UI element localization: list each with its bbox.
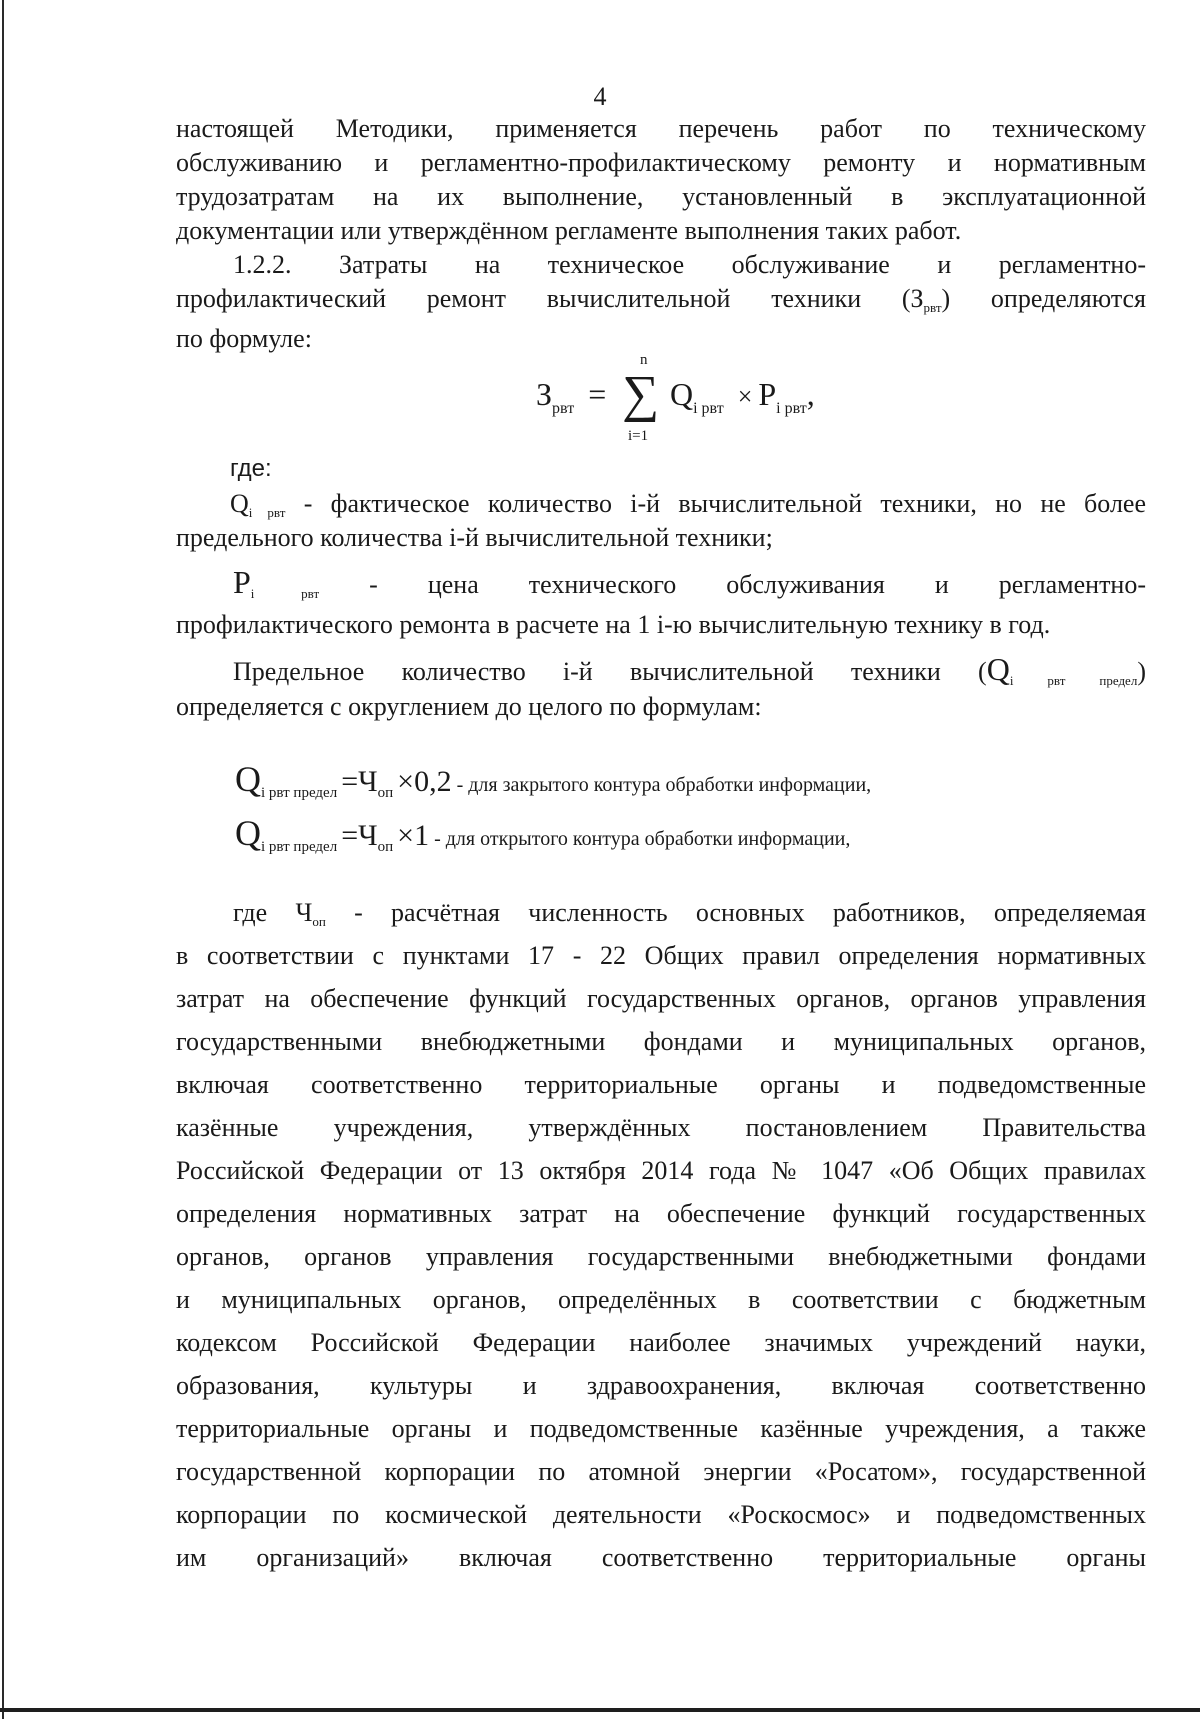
section-heading-line: 1.2.2. Затраты на техническое обслуживание и регламентно- [233,250,1146,279]
text-fragment: ) определяются [941,284,1147,313]
text-line: государственной корпорации по атомной энергии «Росатом», государственной [176,1457,1146,1486]
text-line: Российской Федерации от 13 октября 2014 года № 1047 «Об Общих правилах [176,1156,1146,1185]
subscript: i рвт [776,400,807,417]
text-fragment: - цена технического обслуживания и регламентно- [319,570,1147,599]
text-line: государственными внебюджетными фондами и муниципальных органов, [176,1027,1146,1056]
text-line: определения нормативных затрат на обеспечение функций государственных [176,1199,1146,1228]
text-line [233,896,1146,939]
text-fragment: Предельное количество i-й вычислительной техники ( [233,657,987,686]
equals-sign: = [588,376,607,412]
equals-sign: = [341,819,359,852]
sum-sigma-icon: ∑ [622,366,660,423]
text-line: включая соответственно территориальные органы и подведомственные [176,1070,1146,1099]
text-line: территориальные органы и подведомственные казённые учреждения, а также [176,1414,1146,1443]
subscript: i рвт [248,505,286,520]
subscript: i рвт [250,586,320,601]
text-line: корпорации по космической деятельности «Роскосмос» и подведомственных [176,1500,1146,1529]
subscript: i рвт предел [261,839,338,855]
symbol-z: З [536,376,553,412]
text-line: определяется с округлением до целого по формулам: [176,692,762,721]
subscript: оп [377,839,394,855]
scan-bottom-edge [0,1708,1200,1712]
text-line: обслуживанию и регламентно-профилактическому ремонту и нормативным [176,148,1146,177]
definition-p [233,565,1146,611]
text-fragment: - фактическое количество i-й вычислительной техники, но не более [285,489,1146,518]
text-fragment: профилактический ремонт вычислительной техники ( [176,284,911,313]
symbol-q: Q [670,376,694,412]
subscript: i рвт предел [261,785,338,801]
text-line: по формуле: [176,324,312,353]
sum-upper-limit: n [640,352,648,368]
symbol-ch: Ч [358,765,378,798]
symbol-p: P [233,564,251,600]
formula-closed-contour [235,758,871,802]
comma: , [806,376,815,412]
text-line: затрат на обеспечение функций государственных органов, органов управления [176,984,1146,1013]
text-line: в соответствии с пунктами 17 - 22 Общих правил определения нормативных [176,941,1146,970]
sum-lower-limit: i=1 [628,428,649,444]
text-fragment: где [233,898,268,927]
text-fragment: - расчётная численность основных работников, определяемая [325,898,1147,927]
scan-left-edge [2,0,4,1719]
text-line: трудозатратам на их выполнение, установленный в эксплуатационной [176,182,1146,211]
page-number: 4 [593,82,607,111]
text-line: предельного количества i-й вычислительной техники; [176,523,773,552]
symbol-ch: Ч [295,898,313,927]
subscript: i рвт [693,400,724,417]
symbol-q: Q [235,813,261,853]
symbol-q: Q [986,651,1010,687]
text-line: документации или утверждённом регламенте выполнения таких работ. [176,216,962,245]
times-sign: × [397,819,415,852]
text-line: органов, органов управления государственными внебюджетными фондами [176,1242,1146,1271]
subscript: оп [377,785,394,801]
times-sign: × [397,765,415,798]
subscript: i рвт предел [1009,673,1138,688]
subscript: рвт [552,400,575,417]
symbol-q: Q [230,489,249,518]
text-line: им организаций» включая соответственно территориальные органы [176,1543,1146,1572]
where-label: где: [230,455,272,482]
text-line: казённые учреждения, утверждённых постановлением Правительства [176,1113,1146,1142]
times-sign: × [737,382,753,411]
text-line: образования, культуры и здравоохранения, включая соответственно [176,1371,1146,1400]
subscript: рвт [923,300,942,315]
formula-open-contour [235,812,850,856]
text-line: и муниципальных органов, определённых в соответствии с бюджетным [176,1285,1146,1314]
subscript: оп [312,914,326,929]
symbol-z: З [910,284,924,313]
text-line [176,282,1146,325]
coefficient: 0,2 [414,765,452,798]
formula-note: - для закрытого контура обработки информации, [451,774,872,796]
symbol-p: P [758,376,777,412]
text-fragment: ) [1137,657,1146,686]
symbol-ch: Ч [358,819,378,852]
formula-note: - для открытого контура обработки информации, [429,828,851,850]
coefficient: 1 [414,819,430,852]
formula-terms [670,376,815,418]
text-line: настоящей Методики, применяется перечень работ по техническому [176,114,1146,143]
equals-sign: = [341,765,359,798]
text-line: профилактического ремонта в расчете на 1 i-ю вычислительную технику в год. [176,610,1051,639]
formula-total-cost [536,376,612,418]
symbol-q: Q [235,759,261,799]
text-line: кодексом Российской Федерации наиболее значимых учреждений науки, [176,1328,1146,1357]
